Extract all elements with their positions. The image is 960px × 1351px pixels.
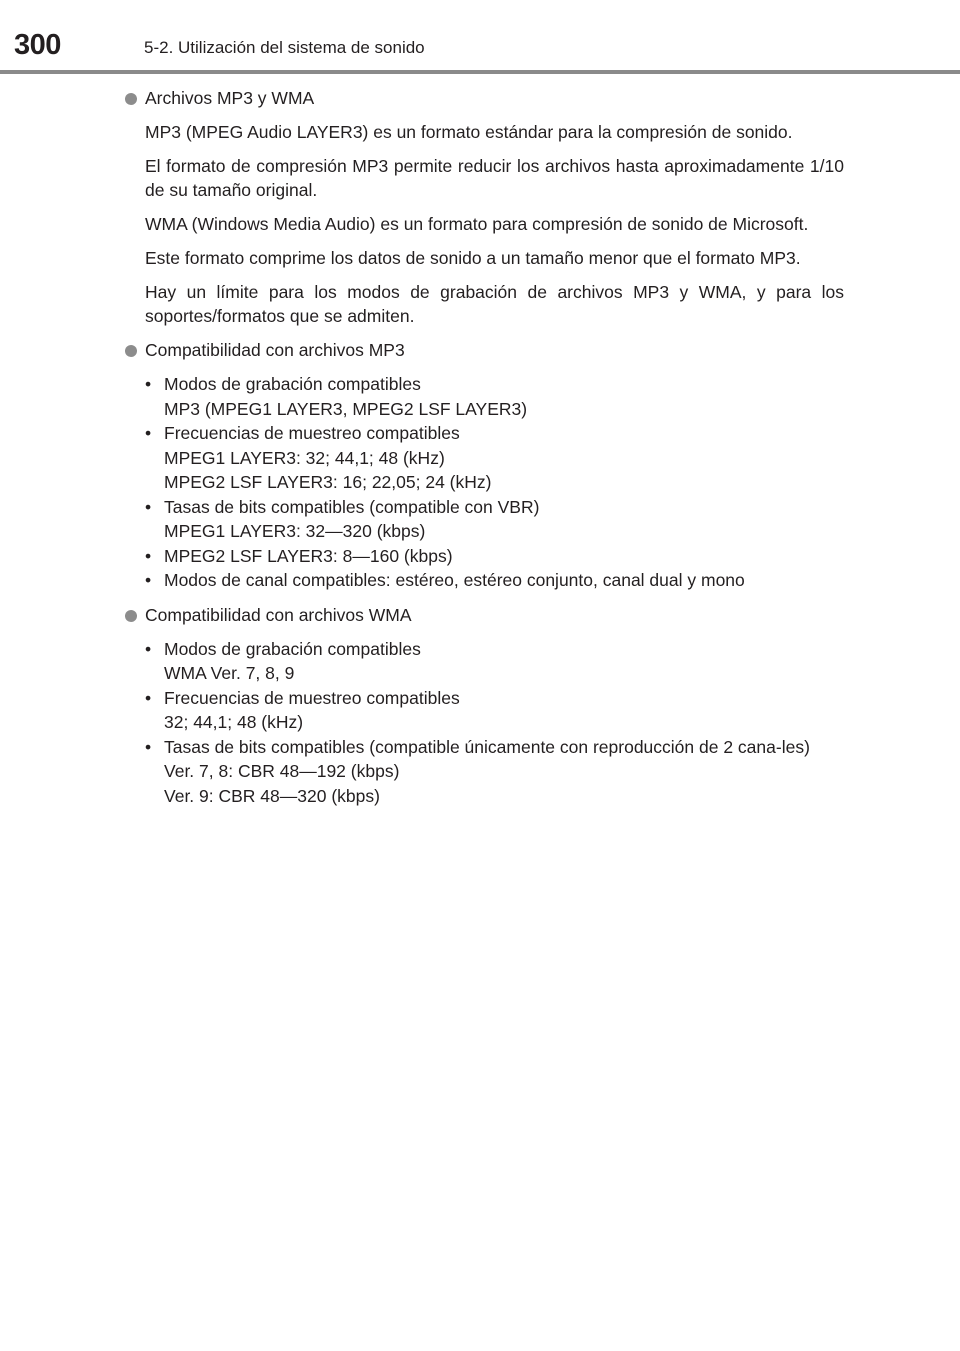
list-item-line: MPEG2 LSF LAYER3: 8—160 (kbps) — [164, 545, 453, 566]
paragraph: Hay un límite para los modos de grabación de archivos MP3 y WMA, y para los soportes/formatos que se admiten. — [145, 282, 844, 326]
list-item-line: MPEG2 LSF LAYER3: 16; 22,05; 24 (kHz) — [164, 472, 492, 492]
section-heading — [145, 86, 845, 111]
section-title: 5-2. Utilización del sistema de sonido — [144, 38, 425, 57]
list-item-line: Modos de grabación compatibles — [164, 638, 421, 659]
section-heading — [145, 338, 845, 363]
paragraph: El formato de compresión MP3 permite reducir los archivos hasta aproximadamente 1/10 de su tamaño original. — [145, 156, 844, 200]
list-item — [145, 372, 844, 421]
list-item — [145, 735, 844, 809]
dot-bullet-icon: • — [145, 374, 152, 394]
circle-bullet-icon — [125, 93, 137, 105]
header-rule — [0, 70, 960, 74]
circle-bullet-icon — [125, 610, 137, 622]
list-item-line: WMA Ver. 7, 8, 9 — [164, 663, 295, 683]
list-item-line: MPEG1 LAYER3: 32; 44,1; 48 (kHz) — [164, 447, 445, 468]
list-item-line: MPEG1 LAYER3: 32—320 (kbps) — [164, 521, 426, 541]
list-item — [145, 495, 844, 544]
list-item-line: Modos de canal compatibles: estéreo, estéreo conjunto, canal dual y mono — [164, 570, 745, 590]
list-item — [145, 637, 844, 686]
list-item-line: Frecuencias de muestreo compatibles — [164, 687, 460, 708]
circle-bullet-icon — [125, 345, 137, 357]
list-item — [145, 686, 844, 735]
list-item — [145, 544, 844, 569]
dot-bullet-icon: • — [145, 638, 152, 659]
page-header — [0, 0, 960, 70]
page-number: 300 — [14, 29, 61, 61]
list-item-line: Tasas de bits compatibles (compatible únicamente con reproducción de 2 cana-les) — [164, 736, 810, 757]
bullet-list — [145, 637, 844, 809]
list-item-line: Ver. 7, 8: CBR 48—192 (kbps) — [164, 761, 400, 781]
section-heading — [145, 603, 845, 628]
list-item-line: Modos de grabación compatibles — [164, 374, 421, 394]
section-heading-text: Compatibilidad con archivos WMA — [145, 604, 412, 625]
page-content — [0, 86, 960, 814]
paragraph: WMA (Windows Media Audio) es un formato para compresión de sonido de Microsoft. — [145, 214, 809, 234]
list-item-line: Tasas de bits compatibles (compatible con VBR) — [164, 496, 540, 517]
dot-bullet-icon: • — [145, 687, 152, 708]
list-item — [145, 568, 844, 593]
list-item-line: MP3 (MPEG1 LAYER3, MPEG2 LSF LAYER3) — [164, 398, 528, 419]
list-item-line: Ver. 9: CBR 48—320 (kbps) — [164, 785, 380, 806]
dot-bullet-icon: • — [145, 545, 152, 566]
dot-bullet-icon: • — [145, 496, 152, 517]
list-item-line: 32; 44,1; 48 (kHz) — [164, 712, 304, 732]
dot-bullet-icon: • — [145, 423, 152, 443]
dot-bullet-icon: • — [145, 736, 152, 757]
list-item-line: Frecuencias de muestreo compatibles — [164, 423, 460, 443]
paragraph: MP3 (MPEG Audio LAYER3) es un formato estándar para la compresión de sonido. — [145, 122, 793, 142]
dot-bullet-icon: • — [145, 570, 152, 590]
list-item — [145, 421, 844, 495]
section-heading-text: Compatibilidad con archivos MP3 — [145, 340, 405, 360]
section-heading-text: Archivos MP3 y WMA — [145, 88, 315, 108]
paragraph: Este formato comprime los datos de sonido a un tamaño menor que el formato MP3. — [145, 248, 801, 268]
bullet-list — [145, 372, 844, 593]
